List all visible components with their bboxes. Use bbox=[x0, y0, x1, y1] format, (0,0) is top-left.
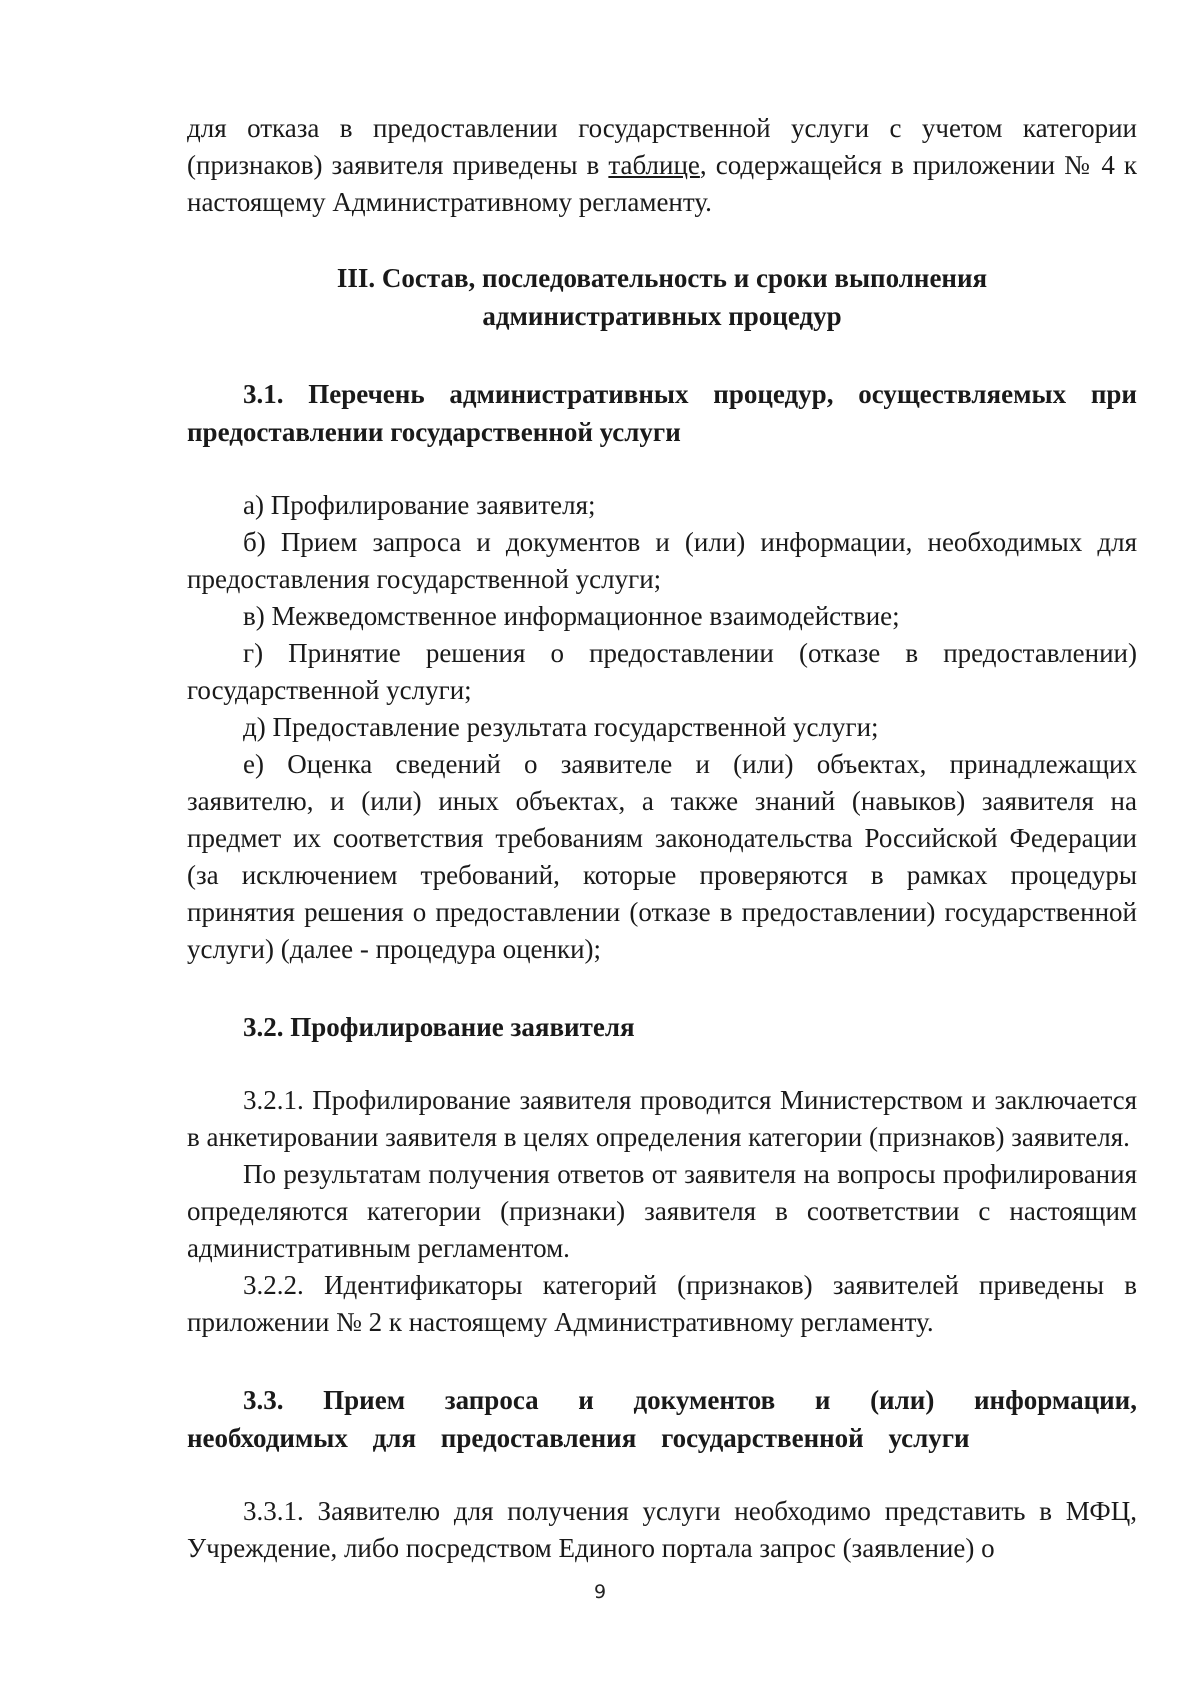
section-3-title-line-2: административных процедур bbox=[482, 301, 842, 331]
subsection-3-1-title: 3.1. Перечень административных процедур, осуществляемых при предоставлении государственной услуги bbox=[187, 379, 1137, 447]
page-number: 9 bbox=[593, 1581, 607, 1603]
paragraph-3-2-2: 3.2.2. Идентификаторы категорий (признаков) заявителей приведены в приложении № 2 к настоящему Административному регламенту. bbox=[187, 1270, 1137, 1337]
intro-text-after: , содержащейся в приложении № 4 к настоящему Административному регламенту. bbox=[187, 150, 1138, 217]
table-link[interactable]: таблице bbox=[608, 150, 700, 180]
procedure-item-d: д) Предоставление результата государственной услуги; bbox=[243, 712, 879, 742]
subsection-3-3-title: 3.3. Прием запроса и документов и (или) информации, необходимых для предоставления государственной услуги bbox=[187, 1385, 1137, 1453]
paragraph-3-3-1: 3.3.1. Заявителю для получения услуги необходимо представить в МФЦ, Учреждение, либо посредством Единого портала запрос (заявление) о bbox=[187, 1496, 1137, 1563]
intro-text-before: для отказа в предоставлении государственной услуги с учетом категории (признаков) заявителя приведены в bbox=[187, 113, 1137, 180]
procedure-item-a: а) Профилирование заявителя; bbox=[243, 490, 596, 520]
procedure-item-e: е) Оценка сведений о заявителе и (или) объектах, принадлежащих заявителю, и (или) иных объектах, а также знаний (навыков) заявителя на предмет их соответствия требованиям законодательства Российской Федерации (за исключением требований, которые проверяются в рамках процедуры принятия решения о предоставлении (отказе в предоставлении) государственной услуги) (далее - процедура оценки); bbox=[187, 749, 1137, 964]
paragraph-profiling-results: По результатам получения ответов от заявителя на вопросы профилирования определяются категории (признаки) заявителя в соответствии с настоящим административным регламентом. bbox=[187, 1159, 1137, 1263]
intro-paragraph bbox=[187, 110, 1137, 221]
document-page bbox=[187, 110, 1137, 1567]
section-3-title-line-1: III. Состав, последовательность и сроки выполнения bbox=[336, 263, 988, 293]
procedure-item-v: в) Межведомственное информационное взаимодействие; bbox=[243, 601, 900, 631]
procedure-item-b: б) Прием запроса и документов и (или) информации, необходимых для предоставления государственной услуги; bbox=[187, 527, 1137, 594]
procedure-item-g: г) Принятие решения о предоставлении (отказе в предоставлении) государственной услуги; bbox=[187, 638, 1137, 705]
subsection-3-2-title: 3.2. Профилирование заявителя bbox=[243, 1012, 635, 1042]
paragraph-3-2-1: 3.2.1. Профилирование заявителя проводится Министерством и заключается в анкетировании заявителя в целях определения категории (признаков) заявителя. bbox=[187, 1085, 1137, 1152]
section-3-title bbox=[187, 259, 1137, 335]
